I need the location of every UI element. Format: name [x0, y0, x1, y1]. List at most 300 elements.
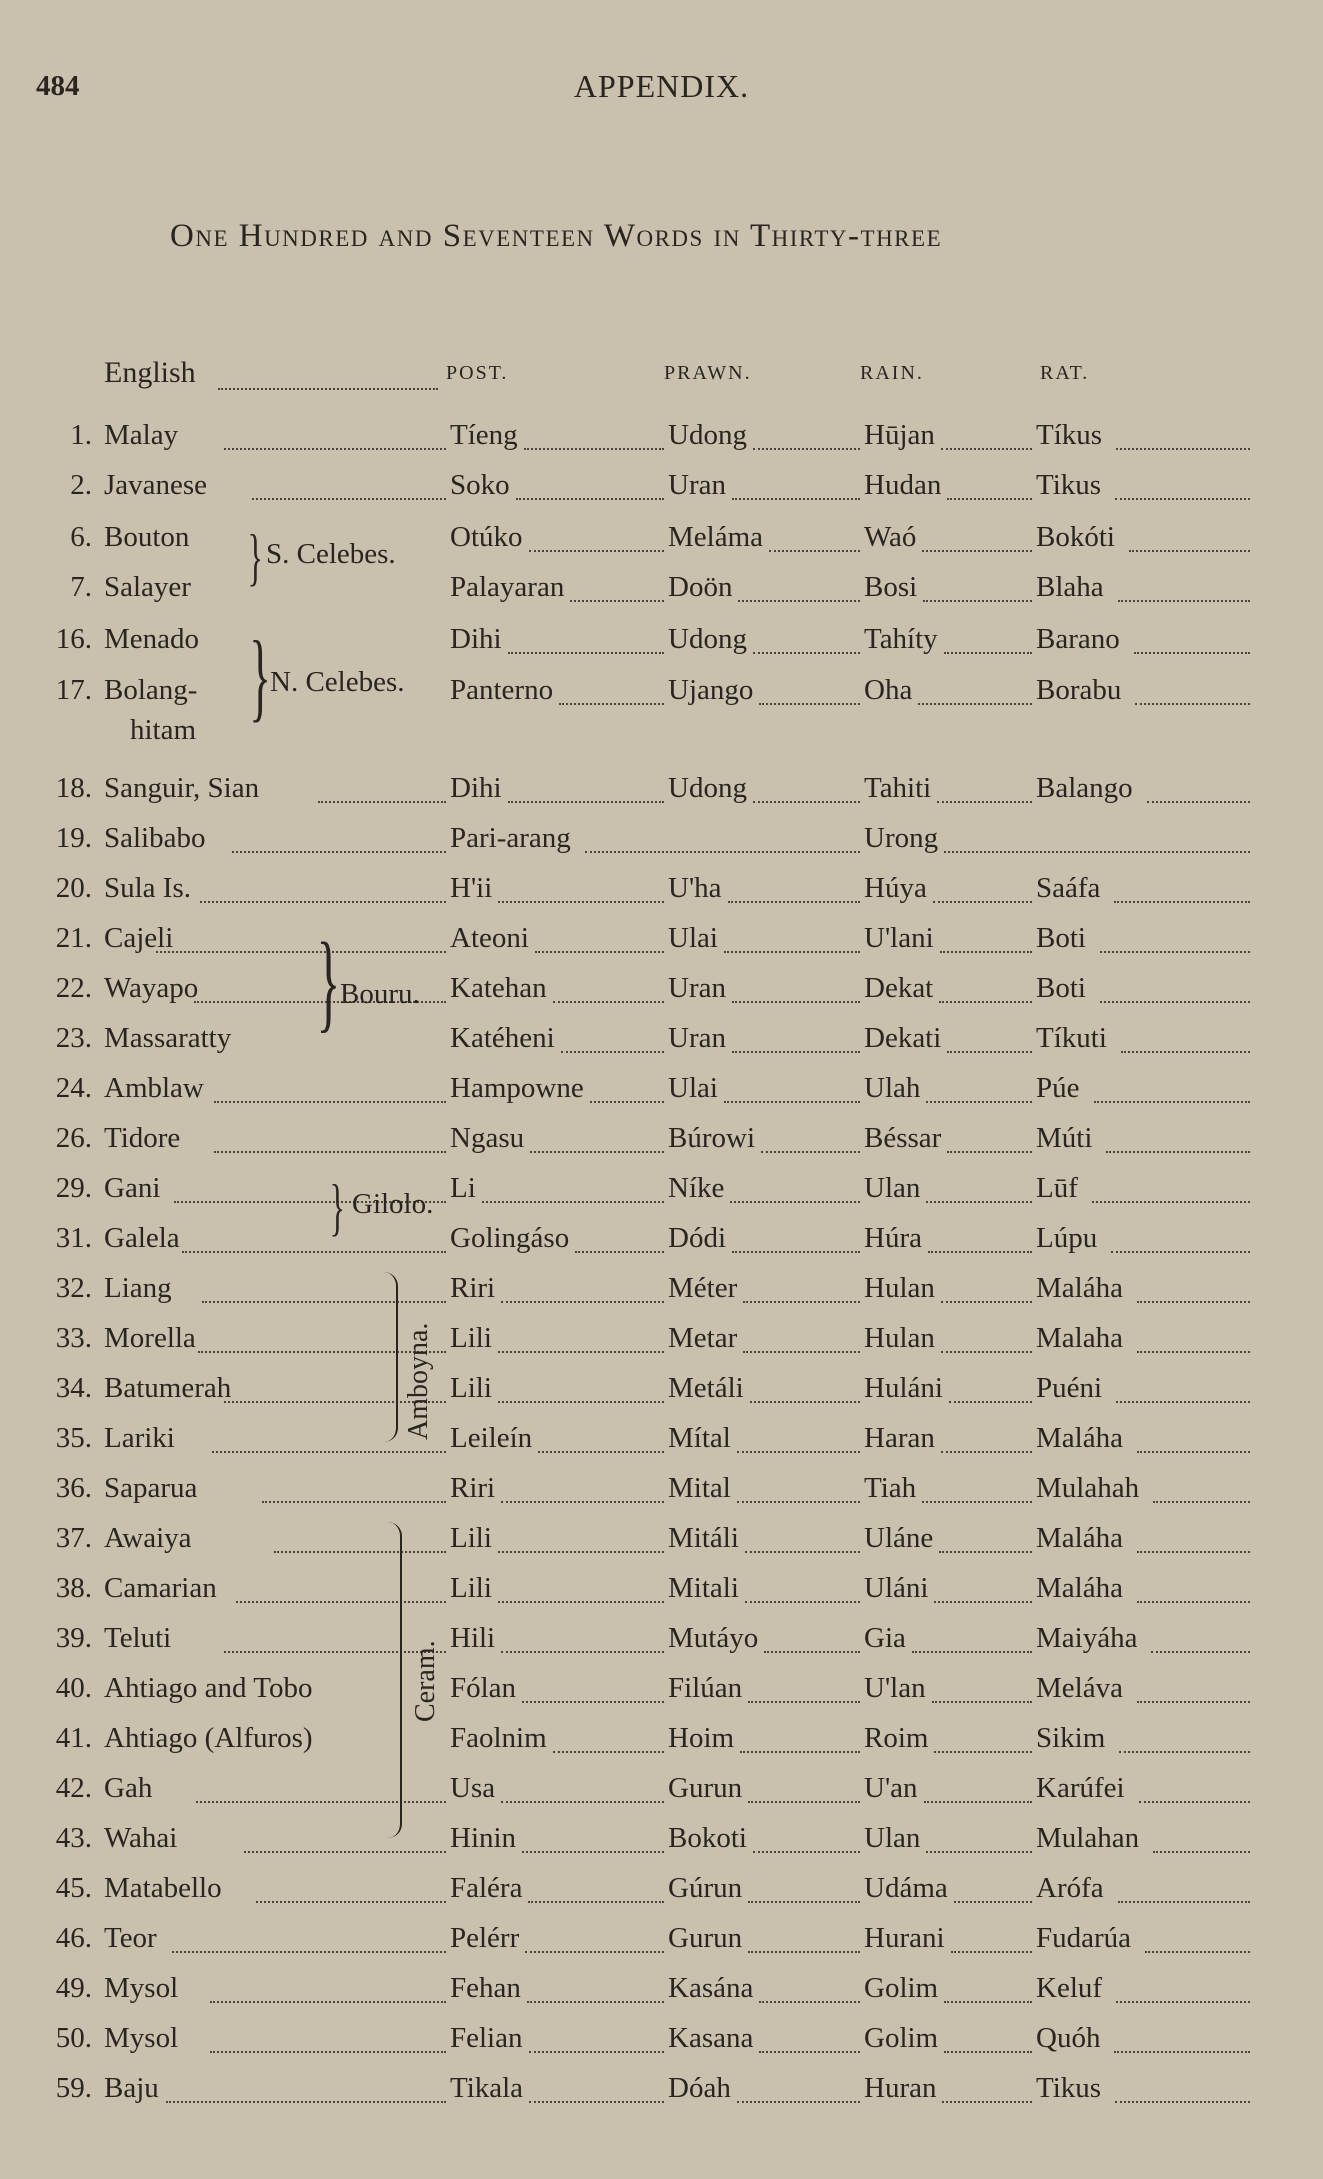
language-name: Cajeli — [104, 922, 174, 954]
row-number: 31. — [55, 1222, 92, 1254]
word-rain: Haran — [864, 1422, 935, 1454]
word-rain: Huláni — [864, 1372, 943, 1404]
language-name: Morella — [104, 1322, 196, 1354]
dot-leader — [740, 1751, 860, 1753]
dot-leader — [1116, 2001, 1250, 2003]
header-english: English — [104, 356, 196, 389]
word-prawn: Udong — [668, 419, 747, 451]
dot-leader — [753, 801, 860, 803]
running-head: APPENDIX. — [573, 68, 750, 104]
word-post: Hampowne — [450, 1072, 584, 1104]
dot-leader — [522, 1851, 664, 1853]
language-name: Ahtiago and Tobo — [104, 1672, 313, 1704]
dot-leader — [262, 1501, 446, 1503]
language-name: Liang — [104, 1272, 172, 1304]
dot-leader — [236, 1601, 446, 1603]
word-rain: U'lani — [864, 922, 934, 954]
word-rat: Barano — [1036, 623, 1120, 655]
word-rain: Dekat — [864, 972, 934, 1004]
dot-leader — [940, 951, 1032, 953]
language-name: Salibabo — [104, 822, 206, 854]
word-post: Fehan — [450, 1972, 521, 2004]
row-number: 29. — [55, 1172, 92, 1204]
dot-leader — [1092, 1201, 1250, 1203]
dot-leader — [941, 1351, 1032, 1353]
dot-leader — [570, 600, 664, 602]
dot-leader — [1115, 498, 1250, 500]
dot-leader — [501, 1301, 664, 1303]
table-row — [0, 1163, 1323, 1213]
dot-leader — [274, 1551, 446, 1553]
word-rain: Béssar — [864, 1122, 942, 1154]
language-name: Wahai — [104, 1822, 178, 1854]
dot-leader — [939, 1551, 1032, 1553]
dot-leader — [738, 600, 860, 602]
row-number: 46. — [55, 1922, 92, 1954]
language-name: Gah — [104, 1772, 153, 1804]
table-row — [0, 1663, 1323, 1713]
dot-leader — [1147, 801, 1250, 803]
dot-leader — [530, 1151, 664, 1153]
dot-leader — [244, 1851, 446, 1853]
word-rain: Hulan — [864, 1272, 935, 1304]
dot-leader — [764, 1651, 860, 1653]
row-number: 34. — [55, 1372, 92, 1404]
dot-leader — [525, 1951, 664, 1953]
dot-leader — [748, 1801, 860, 1803]
word-rain: Ulan — [864, 1172, 921, 1204]
word-rain: Húya — [864, 872, 927, 904]
dot-leader — [939, 1001, 1032, 1003]
language-name: Saparua — [104, 1472, 198, 1504]
row-number: 26. — [55, 1122, 92, 1154]
language-name: Matabello — [104, 1872, 222, 1904]
row-number: 40. — [55, 1672, 92, 1704]
word-prawn: Mítal — [668, 1422, 731, 1454]
dot-leader — [1153, 1501, 1250, 1503]
word-post: Faolnim — [450, 1722, 547, 1754]
word-prawn: Níke — [668, 1172, 725, 1204]
dot-leader — [214, 1151, 446, 1153]
row-number: 35. — [55, 1422, 92, 1454]
word-post: Faléra — [450, 1872, 523, 1904]
dot-leader — [516, 498, 664, 500]
language-name: Galela — [104, 1222, 180, 1254]
dot-leader — [1121, 1051, 1250, 1053]
word-rain: Bosi — [864, 571, 918, 603]
word-prawn: Udong — [668, 772, 747, 804]
dot-leader — [737, 1451, 860, 1453]
dot-leader — [745, 1551, 860, 1553]
dot-leader — [498, 1351, 664, 1353]
dot-leader — [1137, 1451, 1250, 1453]
word-rat: Maláha — [1036, 1522, 1123, 1554]
dot-leader — [156, 951, 446, 953]
word-prawn: Hoim — [668, 1722, 735, 1754]
word-prawn: Mital — [668, 1472, 731, 1504]
table-row — [0, 1613, 1323, 1663]
word-post: Felian — [450, 2022, 523, 2054]
row-number: 49. — [55, 1972, 92, 2004]
table-row — [0, 1263, 1323, 1313]
language-name: Baju — [104, 2072, 159, 2104]
dot-leader — [944, 2051, 1032, 2053]
dot-leader — [743, 1301, 860, 1303]
row-number: 42. — [55, 1772, 92, 1804]
table-row — [0, 1813, 1323, 1863]
dot-leader — [498, 1601, 664, 1603]
dot-leader — [732, 498, 860, 500]
dot-leader — [926, 1201, 1032, 1203]
table-row — [0, 1213, 1323, 1263]
dot-leader — [922, 550, 1032, 552]
row-number: 17. — [55, 674, 92, 706]
word-rat: Puéni — [1036, 1372, 1103, 1404]
word-rain: Hudan — [864, 469, 942, 501]
word-rain: Ulan — [864, 1822, 921, 1854]
word-post: Tikala — [450, 2072, 524, 2104]
dot-leader — [559, 703, 664, 705]
word-post: Riri — [450, 1472, 496, 1504]
word-prawn: Gurun — [668, 1922, 743, 1954]
dot-leader — [212, 1451, 446, 1453]
word-rat: Blaha — [1036, 571, 1104, 603]
dot-leader — [922, 1501, 1032, 1503]
dot-leader — [224, 448, 446, 450]
dot-leader — [585, 851, 860, 853]
language-name: Javanese — [104, 469, 208, 501]
dot-leader — [1137, 1351, 1250, 1353]
dot-leader — [1137, 1551, 1250, 1553]
word-post: Lili — [450, 1372, 492, 1404]
dot-leader — [934, 1601, 1032, 1603]
language-name-continued: hitam — [130, 714, 197, 746]
row-number: 19. — [55, 822, 92, 854]
header-post: POST. — [446, 362, 509, 384]
dot-leader — [944, 2001, 1032, 2003]
word-prawn: Meláma — [668, 521, 764, 553]
dot-leader — [1115, 2101, 1250, 2103]
language-name: Salayer — [104, 571, 191, 603]
header-prawn: PRAWN. — [664, 362, 752, 384]
dot-leader — [1135, 703, 1250, 705]
table-row — [0, 1963, 1323, 2013]
dot-leader — [732, 1051, 860, 1053]
dot-leader — [759, 2051, 860, 2053]
table-row — [0, 512, 1323, 562]
row-number: 24. — [55, 1072, 92, 1104]
dot-leader — [498, 901, 664, 903]
dot-leader — [737, 2101, 860, 2103]
dot-leader — [724, 1101, 860, 1103]
dot-leader — [942, 2101, 1032, 2103]
word-prawn: Gurun — [668, 1772, 743, 1804]
word-post: Katéheni — [450, 1022, 555, 1054]
language-name: Awaiya — [104, 1522, 192, 1554]
dot-leader — [1114, 2051, 1250, 2053]
dot-leader — [759, 2001, 860, 2003]
word-rain: Hurani — [864, 1922, 945, 1954]
dot-leader — [252, 498, 446, 500]
dot-leader — [912, 1651, 1032, 1653]
row-number: 50. — [55, 2022, 92, 2054]
dot-leader — [528, 1901, 664, 1903]
word-rat: Tikus — [1036, 469, 1102, 501]
word-post: Tíeng — [450, 419, 518, 451]
word-rat: Karúfei — [1036, 1772, 1125, 1804]
table-row — [0, 1113, 1323, 1163]
dot-leader — [1100, 1001, 1250, 1003]
row-number: 43. — [55, 1822, 92, 1854]
word-rain: Urong — [864, 822, 939, 854]
word-prawn: Udong — [668, 623, 747, 655]
dot-leader — [1094, 1101, 1250, 1103]
dot-leader — [947, 498, 1032, 500]
word-post: Ngasu — [450, 1122, 525, 1154]
dot-leader — [1106, 1151, 1250, 1153]
word-rat: Fudarúa — [1036, 1922, 1132, 1954]
word-post: Pari-arang — [450, 822, 571, 854]
word-rain: Tiah — [864, 1472, 917, 1504]
table-row — [0, 665, 1323, 746]
dot-leader — [732, 1251, 860, 1253]
row-number: 39. — [55, 1622, 92, 1654]
word-prawn: Mitali — [668, 1572, 739, 1604]
dot-leader — [728, 901, 860, 903]
dot-leader — [932, 1701, 1032, 1703]
language-name: Lariki — [104, 1422, 175, 1454]
language-name: Mysol — [104, 1972, 179, 2004]
dot-leader — [182, 1251, 446, 1253]
dot-leader — [730, 1201, 860, 1203]
dot-leader — [529, 550, 664, 552]
word-rat: Múti — [1036, 1122, 1093, 1154]
word-prawn: Méter — [668, 1272, 738, 1304]
table-row — [0, 2013, 1323, 2063]
dot-leader — [498, 1401, 664, 1403]
word-rat: Sikim — [1036, 1722, 1106, 1754]
word-rat: Saáfa — [1036, 872, 1101, 904]
word-rat: Balango — [1036, 772, 1133, 804]
dot-leader — [1114, 901, 1250, 903]
word-prawn: Kasana — [668, 2022, 754, 2054]
row-number: 16. — [55, 623, 92, 655]
word-prawn: Dódi — [668, 1222, 726, 1254]
row-number: 37. — [55, 1522, 92, 1554]
dot-leader — [535, 951, 664, 953]
table-row — [0, 1313, 1323, 1363]
word-prawn: Gúrun — [668, 1872, 743, 1904]
word-post: Hili — [450, 1622, 496, 1654]
word-rat: Mulahan — [1036, 1822, 1140, 1854]
row-number: 21. — [55, 922, 92, 954]
table-row — [0, 863, 1323, 913]
group-label-bouru: Bouru. — [340, 978, 420, 1010]
dot-leader — [1118, 600, 1250, 602]
language-name: Sula Is. — [104, 872, 191, 904]
word-rat: Malaha — [1036, 1322, 1123, 1354]
dot-leader — [172, 1951, 446, 1953]
row-number: 18. — [55, 772, 92, 804]
word-rat: Meláva — [1036, 1672, 1123, 1704]
word-post: Pelérr — [450, 1922, 520, 1954]
word-post: Lili — [450, 1522, 492, 1554]
word-prawn: Uran — [668, 469, 726, 501]
dot-leader — [753, 652, 860, 654]
row-number: 32. — [55, 1272, 92, 1304]
table-row — [0, 1713, 1323, 1763]
header-rat: RAT. — [1040, 362, 1090, 384]
dot-leader — [918, 703, 1032, 705]
word-post: Ateoni — [450, 922, 529, 954]
word-prawn: Mutáyo — [668, 1622, 759, 1654]
row-number: 20. — [55, 872, 92, 904]
word-rain: Roim — [864, 1722, 929, 1754]
dot-leader — [737, 1501, 860, 1503]
dot-leader — [1116, 448, 1250, 450]
word-prawn: Doön — [668, 571, 733, 603]
dot-leader — [944, 851, 1250, 853]
table-row — [0, 1463, 1323, 1513]
dot-leader — [926, 1851, 1032, 1853]
dot-leader — [750, 1401, 860, 1403]
word-post: Lili — [450, 1322, 492, 1354]
language-name: Malay — [104, 419, 179, 451]
word-prawn: Mitáli — [668, 1522, 739, 1554]
word-rat: Arófa — [1036, 1872, 1104, 1904]
language-name: Massaratty — [104, 1022, 232, 1054]
dot-leader — [941, 448, 1032, 450]
dot-leader — [501, 1501, 664, 1503]
word-prawn: Metar — [668, 1322, 738, 1354]
table-row — [0, 1863, 1323, 1913]
dot-leader — [748, 1701, 860, 1703]
brace-n-celebes: } — [249, 620, 271, 731]
word-prawn: Dóah — [668, 2072, 731, 2104]
dot-leader — [951, 1951, 1032, 1953]
dot-leader — [529, 2051, 664, 2053]
dot-leader — [501, 1801, 664, 1803]
language-name: Bouton — [104, 521, 190, 553]
dot-leader — [553, 1751, 664, 1753]
row-number: 7. — [70, 571, 92, 603]
word-prawn: Ulai — [668, 922, 718, 954]
dot-leader — [256, 1901, 446, 1903]
dot-leader — [232, 851, 446, 853]
dot-leader — [753, 448, 860, 450]
word-rain: Udáma — [864, 1872, 948, 1904]
word-post: Leileín — [450, 1422, 533, 1454]
dot-leader — [761, 1151, 860, 1153]
word-post: Otúko — [450, 521, 523, 553]
word-rain: Uláne — [864, 1522, 934, 1554]
dot-leader — [575, 1251, 664, 1253]
word-post: H'ii — [450, 872, 493, 904]
dot-leader — [724, 951, 860, 953]
word-rat: Lūf — [1036, 1172, 1078, 1204]
dot-leader — [538, 1451, 664, 1453]
dot-leader — [527, 2001, 664, 2003]
word-rain: Hūjan — [864, 419, 935, 451]
table-row — [0, 614, 1323, 664]
word-rat: Maláha — [1036, 1572, 1123, 1604]
word-prawn: Ulai — [668, 1072, 718, 1104]
dot-leader — [498, 1551, 664, 1553]
word-post: Dihi — [450, 772, 502, 804]
dot-leader — [759, 703, 860, 705]
dot-leader — [590, 1101, 664, 1103]
table-row — [0, 1913, 1323, 1963]
word-post: Riri — [450, 1272, 496, 1304]
dot-leader — [1137, 1601, 1250, 1603]
dot-leader — [1137, 1701, 1250, 1703]
language-name: Menado — [104, 623, 200, 655]
word-prawn: Filúan — [668, 1672, 743, 1704]
word-rat: Borabu — [1036, 674, 1122, 706]
word-post: Palayaran — [450, 571, 565, 603]
word-post: Usa — [450, 1772, 496, 1804]
word-post: Li — [450, 1172, 476, 1204]
word-rat: Maláha — [1036, 1272, 1123, 1304]
word-rat: Mulahah — [1036, 1472, 1140, 1504]
word-prawn: Metáli — [668, 1372, 744, 1404]
word-rain: Hulan — [864, 1322, 935, 1354]
language-name: Wayapo — [104, 972, 199, 1004]
language-name: Teor — [104, 1922, 157, 1954]
table-row — [0, 813, 1323, 863]
dot-leader — [743, 1351, 860, 1353]
dot-leader — [202, 1301, 446, 1303]
dot-leader — [947, 1051, 1032, 1053]
language-name: Sanguir, Sian — [104, 772, 260, 804]
row-number: 41. — [55, 1722, 92, 1754]
group-label-ceram: Ceram. — [410, 1640, 441, 1722]
dot-leader — [926, 1101, 1032, 1103]
dot-leader — [745, 1601, 860, 1603]
word-rain: Waó — [864, 521, 917, 553]
language-name: Teluti — [104, 1622, 172, 1654]
word-prawn: Kasána — [668, 1972, 754, 2004]
word-rain: U'lan — [864, 1672, 926, 1704]
dot-leader — [769, 550, 860, 552]
word-rat: Bokóti — [1036, 521, 1115, 553]
word-rat: Quóh — [1036, 2022, 1101, 2054]
dot-leader — [1116, 1401, 1250, 1403]
table-row — [0, 2063, 1323, 2113]
dot-leader — [934, 1751, 1032, 1753]
dot-leader — [748, 1951, 860, 1953]
word-rat: Púe — [1036, 1072, 1080, 1104]
word-rat: Maláha — [1036, 1422, 1123, 1454]
dot-leader — [1153, 1851, 1250, 1853]
word-post: Lili — [450, 1572, 492, 1604]
word-rain: Gia — [864, 1622, 906, 1654]
page-number: 484 — [36, 70, 80, 102]
word-rat: Lúpu — [1036, 1222, 1098, 1254]
table-row — [0, 1363, 1323, 1413]
group-label-gilolo: Gilolo. — [352, 1188, 434, 1220]
word-rain: U'an — [864, 1772, 918, 1804]
brace-bouru: } — [316, 920, 341, 1042]
word-rat: Tíkus — [1036, 419, 1103, 451]
word-rat: Boti — [1036, 972, 1086, 1004]
dot-leader — [941, 1301, 1032, 1303]
dot-leader — [947, 1151, 1032, 1153]
dot-leader — [210, 2051, 446, 2053]
dot-leader — [214, 1101, 446, 1103]
table-row — [0, 1013, 1323, 1063]
table-row — [0, 1063, 1323, 1113]
